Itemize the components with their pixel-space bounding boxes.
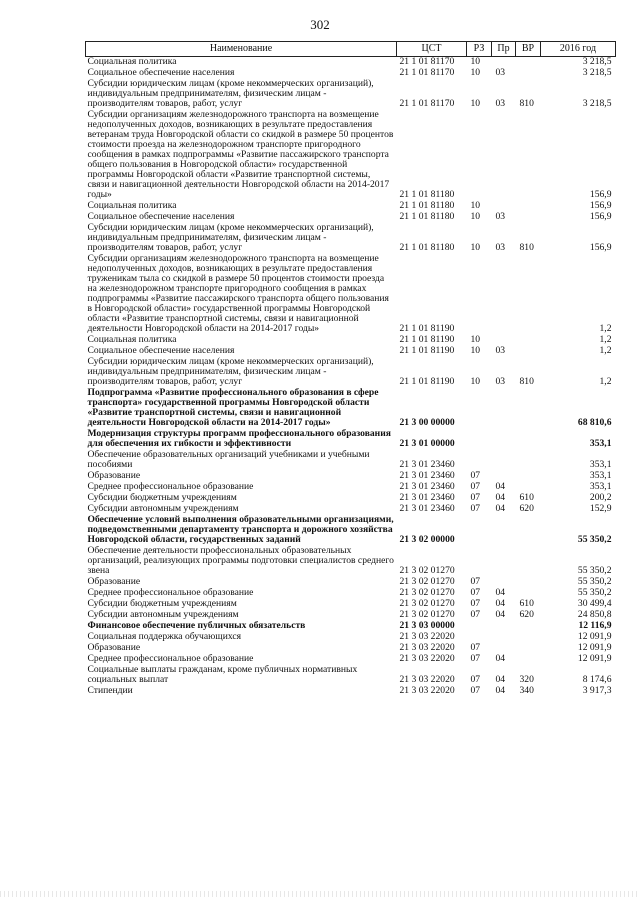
table-row xyxy=(86,388,616,429)
row-vr xyxy=(516,546,541,577)
row-rz: 07 xyxy=(470,492,481,504)
row-rz: 07 xyxy=(470,587,481,599)
row-name: Субсидии бюджетным учреждениям xyxy=(87,492,237,504)
row-pr xyxy=(492,577,516,588)
table-row xyxy=(86,223,616,254)
row-name: Подпрограмма «Развитие профессионального образования в сфере транспорта» государственной программы Новгородской области «Развитие транспортной системы, связи и навигационной деятельности Новгородской области на 2014-2017 годы» xyxy=(87,387,379,429)
row-name: Субсидии автономным учреждениям xyxy=(87,609,239,621)
row-vr: 810 xyxy=(519,376,534,388)
row-vr xyxy=(516,643,541,654)
row-sum: 200,2 xyxy=(589,492,612,504)
table-row xyxy=(86,643,616,654)
table-row xyxy=(86,254,616,335)
scan-noise-divider xyxy=(0,891,640,897)
row-cst: 21 3 03 00000 xyxy=(399,620,455,632)
row-cst: 21 3 03 22020 xyxy=(399,641,455,653)
row-sum: 68 810,6 xyxy=(577,417,612,429)
table-row xyxy=(86,493,616,504)
row-vr xyxy=(516,482,541,493)
row-cst: 21 1 01 81190 xyxy=(399,323,455,335)
row-name: Модернизация структуры программ профессионального образования для обеспечения их гибкости и эффективности xyxy=(87,428,391,450)
row-sum: 1,2 xyxy=(599,376,612,388)
row-rz: 10 xyxy=(470,56,481,68)
row-sum: 30 499,4 xyxy=(577,598,612,610)
row-name: Субсидии организациям железнодорожного транспорта на возмещение недополученных доходов, возникающих в результате предоставления ветеранам труда Новгородской области со скидкой в размере 50 процентов стоимости проезда на железнодорожном транспорте пригородного сообщения в рамках подпрограммы «Развитие пассажирского транспорта общего пользования в Новгородской области» государственной программы Новгородской области «Развитие транспортной системы, связи и навигационной деятельности Новгородской области на 2014-2017 годы» xyxy=(87,109,394,201)
row-vr xyxy=(516,654,541,665)
row-rz: 07 xyxy=(470,503,481,515)
row-pr xyxy=(492,388,516,429)
row-cst: 21 3 02 01270 xyxy=(399,598,455,610)
table-row xyxy=(86,79,616,110)
row-cst: 21 3 00 00000 xyxy=(399,417,455,429)
row-rz: 07 xyxy=(470,673,481,685)
budget-table xyxy=(85,41,616,697)
row-name: Среднее профессиональное образование xyxy=(87,481,254,493)
row-vr: 810 xyxy=(519,98,534,110)
row-rz xyxy=(467,621,492,632)
row-sum: 12 116,9 xyxy=(578,620,612,632)
row-rz xyxy=(467,429,492,450)
row-pr: 03 xyxy=(495,211,506,223)
table-row xyxy=(86,110,616,201)
row-name: Субсидии юридическим лицам (кроме некоммерческих организаций), индивидуальным предпринимателям, физическим лицам - производителям товаров, работ, услуг xyxy=(87,356,374,388)
table-row xyxy=(86,357,616,388)
row-pr xyxy=(492,621,516,632)
row-rz: 07 xyxy=(470,652,481,664)
row-sum: 12 091,9 xyxy=(577,652,612,664)
row-cst: 21 1 01 81180 xyxy=(399,200,455,212)
row-pr: 04 xyxy=(495,492,506,504)
row-pr xyxy=(492,201,516,212)
table-row xyxy=(86,212,616,223)
header-sum: 2016 год xyxy=(541,42,616,57)
table-row xyxy=(86,654,616,665)
row-sum: 3 218,5 xyxy=(582,56,612,68)
row-pr xyxy=(492,546,516,577)
row-name: Субсидии юридическим лицам (кроме некоммерческих организаций), индивидуальным предпринимателям, физическим лицам - производителям товаров, работ, услуг xyxy=(87,222,374,254)
table-row xyxy=(86,632,616,643)
row-vr: 340 xyxy=(519,684,534,696)
table-row xyxy=(86,57,616,68)
row-name: Социальная политика xyxy=(87,334,177,346)
row-vr: 620 xyxy=(519,503,534,515)
row-vr xyxy=(516,212,541,223)
row-cst: 21 3 03 22020 xyxy=(399,684,455,696)
row-cst: 21 3 02 01270 xyxy=(399,609,455,621)
table-row xyxy=(86,665,616,686)
row-rz: 07 xyxy=(470,598,481,610)
row-vr xyxy=(516,68,541,79)
row-vr xyxy=(516,632,541,643)
table-row xyxy=(86,686,616,697)
row-rz xyxy=(467,388,492,429)
row-sum: 12 091,9 xyxy=(577,631,612,642)
row-cst: 21 3 02 01270 xyxy=(399,576,455,588)
header-pr: Пр xyxy=(492,42,516,57)
row-sum: 156,9 xyxy=(589,200,612,212)
row-pr xyxy=(492,632,516,643)
row-pr: 03 xyxy=(495,98,506,110)
row-pr: 03 xyxy=(495,67,506,79)
header-name: Наименование xyxy=(86,42,397,57)
row-vr xyxy=(516,577,541,588)
row-vr xyxy=(516,110,541,201)
row-sum: 1,2 xyxy=(599,334,612,346)
row-rz: 07 xyxy=(470,576,481,588)
header-rz: РЗ xyxy=(467,42,492,57)
row-vr xyxy=(516,429,541,450)
row-cst: 21 1 01 81180 xyxy=(399,189,455,201)
row-pr: 04 xyxy=(495,598,506,610)
row-rz: 10 xyxy=(470,211,481,223)
row-pr xyxy=(492,254,516,335)
row-cst: 21 3 01 23460 xyxy=(399,470,455,482)
table-row xyxy=(86,599,616,610)
row-rz xyxy=(467,450,492,471)
row-pr xyxy=(492,643,516,654)
row-pr: 04 xyxy=(495,652,506,664)
row-vr: 620 xyxy=(519,609,534,621)
table-header xyxy=(86,42,616,57)
row-cst: 21 1 01 81180 xyxy=(399,242,455,254)
row-sum: 1,2 xyxy=(599,323,612,335)
row-cst: 21 3 01 23460 xyxy=(399,459,455,471)
row-name: Образование xyxy=(87,470,141,482)
row-vr xyxy=(516,254,541,335)
row-vr xyxy=(516,621,541,632)
row-vr xyxy=(516,515,541,546)
table-row xyxy=(86,588,616,599)
row-name: Стипендии xyxy=(87,684,133,696)
row-sum: 353,1 xyxy=(589,438,612,450)
row-name: Субсидии организациям железнодорожного транспорта на возмещение недополученных доходов, возникающих в результате предоставления труженикам тыла со скидкой в размере 50 процентов стоимости проезда на железнодорожном транспорте пригородного сообщения в рамках подпрограммы «Развитие пассажирского транспорта общего пользования в Новгородской области» государственной программы Новгородской области «Развитие транспортной системы, связи и навигационной деятельности Новгородской области на 2014-2017 годы» xyxy=(87,253,389,335)
row-name: Среднее профессиональное образование xyxy=(87,587,254,599)
row-sum: 156,9 xyxy=(589,242,612,254)
row-sum: 55 350,2 xyxy=(577,534,612,546)
row-vr xyxy=(516,450,541,471)
row-rz: 07 xyxy=(470,470,481,482)
row-pr: 04 xyxy=(495,684,506,696)
row-rz: 10 xyxy=(470,98,481,110)
row-sum: 55 350,2 xyxy=(577,576,612,588)
row-name: Социальное обеспечение населения xyxy=(87,211,235,223)
table-row xyxy=(86,201,616,212)
row-sum: 353,1 xyxy=(589,481,612,493)
row-cst: 21 1 01 81170 xyxy=(399,98,455,110)
table-row xyxy=(86,335,616,346)
row-name: Финансовое обеспечение публичных обязательств xyxy=(87,620,306,632)
row-name: Обеспечение условий выполнения образовательными организациями, подведомственными департаменту транспорта и дорожного хозяйства Новгородской области, государственных заданий xyxy=(87,514,394,546)
row-pr xyxy=(492,471,516,482)
row-sum: 152,9 xyxy=(589,503,612,515)
row-name: Образование xyxy=(87,576,141,588)
table-row xyxy=(86,68,616,79)
row-cst: 21 3 02 00000 xyxy=(399,534,455,546)
row-name: Социальная политика xyxy=(87,56,177,68)
row-pr: 03 xyxy=(495,242,506,254)
row-sum: 3 218,5 xyxy=(582,98,612,110)
row-name: Социальное обеспечение населения xyxy=(87,67,235,79)
row-pr: 04 xyxy=(495,609,506,621)
row-sum: 8 174,6 xyxy=(582,673,612,685)
row-name: Субсидии бюджетным учреждениям xyxy=(87,598,237,610)
row-cst: 21 3 01 00000 xyxy=(399,438,455,450)
header-cst: ЦСТ xyxy=(397,42,467,57)
row-vr xyxy=(516,388,541,429)
table-row xyxy=(86,546,616,577)
row-sum: 353,1 xyxy=(589,459,612,471)
row-name: Субсидии юридическим лицам (кроме некоммерческих организаций), индивидуальным предпринимателям, физическим лицам - производителям товаров, работ, услуг xyxy=(87,78,374,110)
row-sum: 1,2 xyxy=(599,345,612,357)
row-rz xyxy=(467,254,492,335)
row-rz: 07 xyxy=(470,481,481,493)
row-rz: 07 xyxy=(470,684,481,696)
row-name: Обеспечение образовательных организаций учебниками и учебными пособиями xyxy=(87,449,370,471)
table-row xyxy=(86,515,616,546)
row-name: Среднее профессиональное образование xyxy=(87,652,254,664)
row-cst: 21 1 01 81190 xyxy=(399,345,455,357)
table-row xyxy=(86,610,616,621)
table-row xyxy=(86,577,616,588)
row-pr: 03 xyxy=(495,376,506,388)
row-cst: 21 3 01 23460 xyxy=(399,503,455,515)
row-rz: 10 xyxy=(470,376,481,388)
row-cst: 21 1 01 81190 xyxy=(399,334,455,346)
row-vr: 610 xyxy=(519,492,534,504)
row-cst: 21 3 03 22020 xyxy=(399,652,455,664)
row-rz xyxy=(467,110,492,201)
row-sum: 156,9 xyxy=(589,189,612,201)
row-rz: 10 xyxy=(470,242,481,254)
budget-table-container xyxy=(85,41,615,697)
row-cst: 21 1 01 81170 xyxy=(399,56,455,68)
table-row xyxy=(86,482,616,493)
row-cst: 21 1 01 81190 xyxy=(399,376,455,388)
row-pr xyxy=(492,57,516,68)
row-pr: 04 xyxy=(495,503,506,515)
table-row xyxy=(86,471,616,482)
table-row xyxy=(86,621,616,632)
table-body xyxy=(86,57,616,697)
header-vr: ВР xyxy=(516,42,541,57)
row-pr xyxy=(492,450,516,471)
row-vr xyxy=(516,588,541,599)
row-rz: 10 xyxy=(470,334,481,346)
row-vr xyxy=(516,57,541,68)
row-cst: 21 3 03 22020 xyxy=(399,673,455,685)
row-pr xyxy=(492,335,516,346)
row-name: Социальная политика xyxy=(87,200,177,212)
row-cst: 21 3 01 23460 xyxy=(399,492,455,504)
row-cst: 21 3 02 01270 xyxy=(399,565,455,577)
row-pr: 03 xyxy=(495,345,506,357)
row-cst: 21 3 03 22020 xyxy=(399,631,455,642)
row-pr: 04 xyxy=(495,481,506,493)
table-row xyxy=(86,504,616,515)
row-name: Социальное обеспечение населения xyxy=(87,345,235,357)
page-number: 302 xyxy=(310,17,330,32)
row-rz xyxy=(467,632,492,643)
row-vr xyxy=(516,471,541,482)
table-row xyxy=(86,450,616,471)
row-vr: 810 xyxy=(519,242,534,254)
table-row xyxy=(86,429,616,450)
row-rz: 07 xyxy=(470,609,481,621)
row-cst: 21 1 01 81180 xyxy=(399,211,455,223)
row-sum: 3 218,5 xyxy=(582,67,612,79)
row-name: Обеспечение деятельности профессиональных образовательных организаций, реализующих программы подготовки специалистов среднего звена xyxy=(87,545,394,577)
row-vr xyxy=(516,201,541,212)
row-pr: 04 xyxy=(495,673,506,685)
row-pr xyxy=(492,429,516,450)
row-rz: 10 xyxy=(470,67,481,79)
row-vr: 320 xyxy=(519,673,534,685)
table-row xyxy=(86,346,616,357)
row-rz xyxy=(467,515,492,546)
row-sum: 353,1 xyxy=(589,470,612,482)
row-vr xyxy=(516,346,541,357)
row-cst: 21 3 01 23460 xyxy=(399,481,455,493)
row-rz: 07 xyxy=(470,641,481,653)
row-name: Образование xyxy=(87,641,141,653)
row-rz xyxy=(467,546,492,577)
row-name: Субсидии автономным учреждениям xyxy=(87,503,239,515)
row-pr xyxy=(492,110,516,201)
row-sum: 3 917,3 xyxy=(582,684,612,696)
row-sum: 156,9 xyxy=(589,211,612,223)
row-rz: 10 xyxy=(470,200,481,212)
row-sum: 55 350,2 xyxy=(577,587,612,599)
row-sum: 12 091,9 xyxy=(577,641,612,653)
row-name: Социальные выплаты гражданам, кроме публичных нормативных социальных выплат xyxy=(87,663,358,685)
row-cst: 21 1 01 81170 xyxy=(399,67,455,79)
row-sum: 24 850,8 xyxy=(577,609,612,621)
row-vr xyxy=(516,335,541,346)
row-cst: 21 3 02 01270 xyxy=(399,587,455,599)
row-vr: 610 xyxy=(519,598,534,610)
row-pr xyxy=(492,515,516,546)
row-sum: 55 350,2 xyxy=(577,565,612,577)
row-rz: 10 xyxy=(470,345,481,357)
header-row xyxy=(86,42,616,57)
row-pr: 04 xyxy=(495,587,506,599)
row-name: Социальная поддержка обучающихся xyxy=(87,631,242,642)
